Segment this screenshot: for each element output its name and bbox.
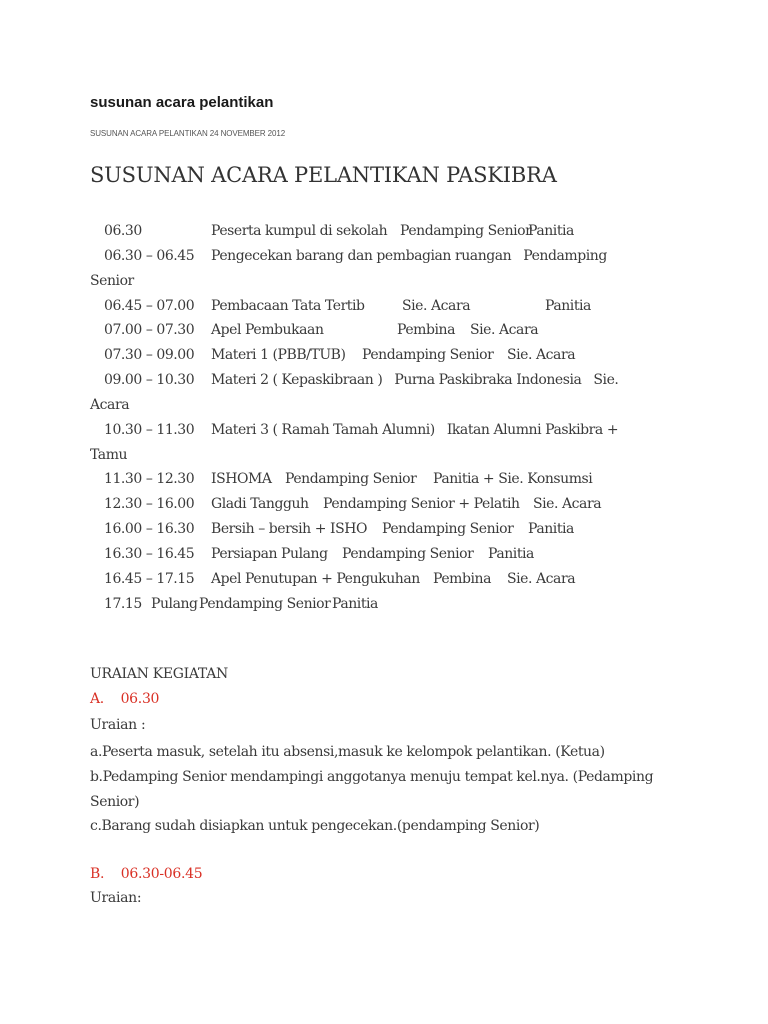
schedule-row xyxy=(90,517,650,542)
schedule-pelaksana: Panitia + Sie. Konsumsi xyxy=(433,471,593,488)
schedule-time: 10.30 – 11.30 xyxy=(104,421,195,438)
uraian-label: Uraian: xyxy=(90,890,142,906)
schedule-time: 16.45 – 17.15 xyxy=(104,570,195,587)
schedule-activity: Materi 2 ( Kepaskibraan ) xyxy=(211,372,383,389)
section-time: 06.30-06.45 xyxy=(120,866,203,882)
schedule-time: 12.30 – 16.00 xyxy=(104,496,195,513)
schedule-pj: Pendamping Senior xyxy=(199,595,331,612)
schedule-pj: Pembina xyxy=(397,322,456,339)
schedule-row xyxy=(90,244,650,294)
schedule-activity: Pembacaan Tata Tertib xyxy=(211,297,365,314)
schedule-activity: Pulang xyxy=(151,595,198,612)
schedule-activity: ISHOMA xyxy=(211,471,272,488)
schedule-row xyxy=(90,542,650,567)
schedule-row xyxy=(90,592,650,617)
schedule-activity: Bersih – bersih + ISHO xyxy=(211,521,368,538)
schedule-time: 16.00 – 16.30 xyxy=(104,521,195,538)
schedule-row xyxy=(90,567,650,592)
schedule-pj: Pendamping Senior xyxy=(362,347,494,364)
schedule-pelaksana: Sie. Acara xyxy=(507,347,576,364)
uraian-item: c.Barang sudah disiapkan untuk pengecekan.(pendamping Senior) xyxy=(90,818,540,835)
schedule-row xyxy=(90,418,650,468)
schedule-pelaksana: Sie. Acara xyxy=(90,372,619,413)
schedule-row xyxy=(90,467,650,492)
schedule-pj: Pendamping Senior + Pelatih xyxy=(323,496,520,513)
blog-post-subtitle: SUSUNAN ACARA PELANTIKAN 24 NOVEMBER 2012 xyxy=(90,129,286,138)
schedule-pj: Pendamping Senior xyxy=(400,223,532,239)
schedule-activity: Materi 3 ( Ramah Tamah Alumni) xyxy=(211,421,435,438)
schedule-activity: Materi 1 (PBB/TUB) xyxy=(211,347,346,364)
section-b-heading xyxy=(90,866,202,882)
schedule-time: 07.00 – 07.30 xyxy=(104,322,195,339)
schedule-pj: Sie. Acara xyxy=(402,297,471,314)
schedule-pelaksana: Sie. Acara xyxy=(470,322,539,339)
schedule-pj: Ikatan Alumni Paskibra + Tamu xyxy=(90,421,619,463)
uraian-item: b.Pedamping Senior mendampingi anggotanya menuju tempat kel.nya. (Pedamping Senior) xyxy=(90,768,654,810)
section-a-heading xyxy=(90,691,159,707)
schedule-pelaksana: Panitia xyxy=(528,521,574,538)
schedule-time: 17.15 xyxy=(104,595,142,612)
schedule-activity: Peserta kumpul di sekolah xyxy=(211,223,388,239)
section-time: 06.30 xyxy=(120,691,160,707)
section-label-uraian: URAIAN KEGIATAN xyxy=(90,666,228,682)
uraian-item: a.Peserta masuk, setelah itu absensi,masuk ke kelompok pelantikan. (Ketua) xyxy=(90,744,605,760)
blog-post-title[interactable]: susunan acara pelantikan xyxy=(90,94,274,111)
schedule-list xyxy=(90,219,650,617)
section-a-items xyxy=(90,740,670,839)
schedule-pj: Pendamping Senior xyxy=(382,521,514,538)
schedule-pj: Pendamping Senior xyxy=(342,545,474,562)
schedule-pelaksana: Sie. Acara xyxy=(533,496,602,513)
schedule-pj: Pembina xyxy=(433,570,492,587)
uraian-label: Uraian : xyxy=(90,717,146,733)
schedule-time: 16.30 – 16.45 xyxy=(104,545,195,562)
schedule-row xyxy=(90,492,650,517)
section-letter: A. xyxy=(90,691,104,707)
schedule-activity: Persiapan Pulang xyxy=(211,545,328,562)
schedule-row xyxy=(90,318,650,343)
schedule-time: 06.30 – 06.45 xyxy=(104,247,195,264)
schedule-activity: Pengecekan barang dan pembagian ruangan xyxy=(211,247,512,264)
schedule-row xyxy=(90,368,650,418)
schedule-pj: Pendamping Senior xyxy=(285,471,417,488)
schedule-pelaksana: Panitia xyxy=(545,297,591,314)
section-letter: B. xyxy=(90,866,105,882)
document-heading: SUSUNAN ACARA PELANTIKAN PASKIBRA xyxy=(90,163,557,187)
schedule-row xyxy=(90,343,650,368)
schedule-pelaksana: Sie. Acara xyxy=(507,570,576,587)
schedule-time: 09.00 – 10.30 xyxy=(104,372,195,389)
schedule-time: 11.30 – 12.30 xyxy=(104,471,195,488)
schedule-row xyxy=(90,294,650,319)
schedule-time: 06.45 – 07.00 xyxy=(104,297,195,314)
schedule-time: 07.30 – 09.00 xyxy=(104,347,195,364)
schedule-pelaksana: Panitia xyxy=(528,223,574,239)
schedule-pelaksana: Panitia xyxy=(332,595,378,612)
schedule-activity: Gladi Tangguh xyxy=(211,496,309,513)
schedule-pj: Purna Paskibraka Indonesia xyxy=(394,372,582,389)
schedule-time: 06.30 xyxy=(104,223,142,239)
schedule-activity: Apel Pembukaan xyxy=(211,322,324,339)
schedule-pelaksana: Panitia xyxy=(488,545,534,562)
schedule-activity: Apel Penutupan + Pengukuhan xyxy=(211,570,420,587)
schedule-pj: Pendamping Senior xyxy=(90,247,607,289)
schedule-row xyxy=(90,219,650,244)
